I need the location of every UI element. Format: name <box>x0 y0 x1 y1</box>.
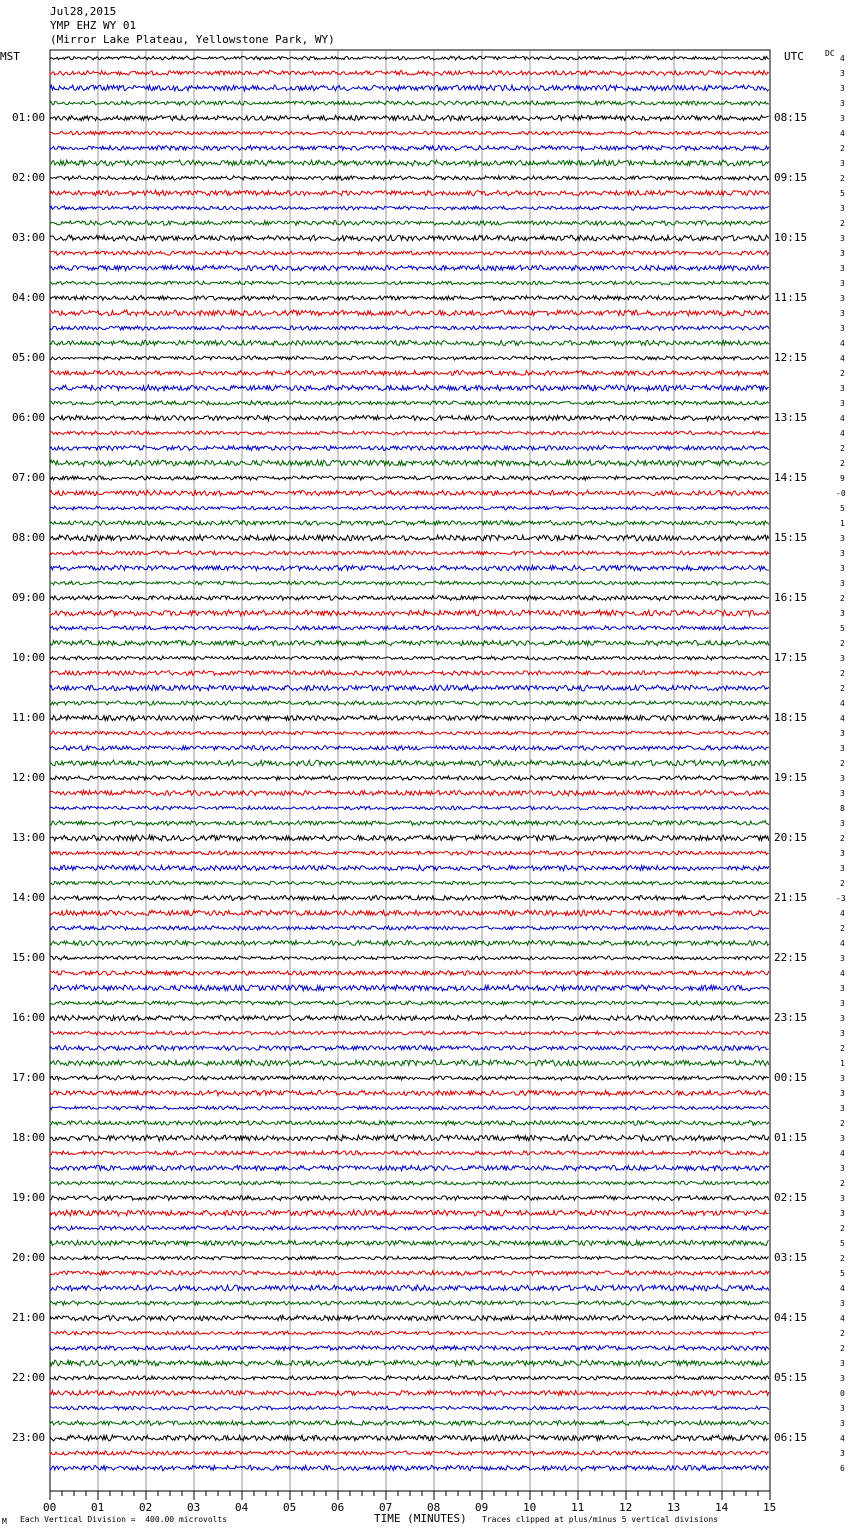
dc-offset-label: 4 <box>840 699 845 708</box>
trace-row <box>50 881 769 885</box>
trace-row <box>50 460 769 466</box>
dc-offset-label: 3 <box>840 729 845 738</box>
trace-row <box>50 371 769 376</box>
scale-note: Each Vertical Division = 400.00 microvolts <box>20 1515 228 1524</box>
dc-offset-label: 1 <box>840 1059 845 1068</box>
trace-row <box>50 1076 769 1080</box>
dc-offset-label: 3 <box>840 324 845 333</box>
dc-offset-label: 5 <box>840 624 845 633</box>
dc-offset-label: 3 <box>840 1074 845 1083</box>
right-hour-label: 23:15 <box>774 1011 808 1024</box>
trace-row <box>50 746 769 751</box>
trace-row <box>50 701 769 705</box>
dc-offset-label: 2 <box>840 759 845 768</box>
dc-offset-label: 0 <box>840 1389 845 1398</box>
dc-offset-label: 3 <box>840 609 845 618</box>
dc-offset-label: 4 <box>840 354 845 363</box>
left-hour-label: 21:00 <box>12 1311 46 1324</box>
dc-offset-label: 2 <box>840 369 845 378</box>
dc-offset-label: 2 <box>840 1254 845 1263</box>
dc-offset-label: 3 <box>840 1104 845 1113</box>
trace-row <box>50 1196 769 1201</box>
trace-row <box>50 521 769 526</box>
trace-row <box>50 1390 769 1395</box>
dc-offset-label: 2 <box>840 924 845 933</box>
corner-mark: M <box>2 1517 7 1526</box>
dc-offset-label: 3 <box>840 819 845 828</box>
trace-row <box>50 160 769 166</box>
dc-offset-label: 2 <box>840 1344 845 1353</box>
dc-offset-label: 3 <box>840 204 845 213</box>
x-tick-label: 15 <box>763 1501 777 1514</box>
dc-label: DC <box>825 49 835 58</box>
dc-offset-label: -0 <box>836 489 846 498</box>
dc-offset-label: 3 <box>840 1014 845 1023</box>
trace-row <box>50 1451 769 1455</box>
trace-row <box>50 506 769 510</box>
dc-offset-label: 2 <box>840 639 845 648</box>
trace-row <box>50 1165 769 1170</box>
dc-offset-label: 4 <box>840 429 845 438</box>
trace-row <box>50 985 769 991</box>
x-tick-label: 01 <box>91 1501 105 1514</box>
trace-row <box>50 176 769 180</box>
trace-row <box>50 776 769 780</box>
dc-offset-label: 3 <box>840 849 845 858</box>
dc-offset-label: 3 <box>840 1209 845 1218</box>
dc-offset-label: 2 <box>840 144 845 153</box>
trace-row <box>50 401 769 405</box>
trace-row <box>50 446 769 451</box>
right-hour-label: 09:15 <box>774 171 808 184</box>
trace-row <box>50 640 769 645</box>
trace-row <box>50 235 769 241</box>
dc-offset-label: 3 <box>840 1419 845 1428</box>
trace-row <box>50 956 769 960</box>
trace-row <box>50 1376 769 1380</box>
dc-offset-label: 4 <box>840 1314 845 1323</box>
trace-row <box>50 1421 769 1426</box>
trace-row <box>50 715 769 720</box>
dc-offset-label: 2 <box>840 669 845 678</box>
left-hour-label: 19:00 <box>12 1191 46 1204</box>
trace-row <box>50 265 769 270</box>
dc-offset-label: 3 <box>840 1449 845 1458</box>
dc-offset-label: 3 <box>840 1134 845 1143</box>
trace-row <box>50 1346 769 1351</box>
trace-row <box>50 760 769 766</box>
trace-row <box>50 685 769 691</box>
dc-offset-label: 3 <box>840 744 845 753</box>
trace-row <box>50 671 769 676</box>
dc-offset-label: 5 <box>840 189 845 198</box>
left-hour-label: 14:00 <box>12 891 46 904</box>
right-hour-label: 20:15 <box>774 831 808 844</box>
clip-note: Traces clipped at plus/minus 5 vertical divisions <box>482 1515 719 1524</box>
dc-offset-label: 2 <box>840 879 845 888</box>
chart-location: (Mirror Lake Plateau, Yellowstone Park, WY) <box>50 33 335 46</box>
dc-offset-label: 2 <box>840 1329 845 1338</box>
dc-offset-label: 1 <box>840 519 845 528</box>
right-hour-label: 00:15 <box>774 1071 808 1084</box>
left-hour-label: 07:00 <box>12 471 46 484</box>
left-hour-label: 23:00 <box>12 1431 46 1444</box>
trace-row <box>50 865 769 870</box>
left-hour-label: 06:00 <box>12 411 46 424</box>
dc-offset-label: 4 <box>840 714 845 723</box>
dc-offset-label: 3 <box>840 84 845 93</box>
trace-row <box>50 610 769 616</box>
trace-row <box>50 656 769 660</box>
dc-offset-label: 3 <box>840 234 845 243</box>
trace-row <box>50 1060 769 1066</box>
right-hour-label: 06:15 <box>774 1431 808 1444</box>
dc-offset-label: 5 <box>840 504 845 513</box>
trace-row <box>50 340 769 345</box>
dc-offset-label: 3 <box>840 264 845 273</box>
trace-row <box>50 1285 769 1291</box>
left-hour-label: 03:00 <box>12 231 46 244</box>
left-hour-label: 10:00 <box>12 651 46 664</box>
right-hour-label: 21:15 <box>774 891 808 904</box>
trace-row <box>50 476 769 480</box>
x-tick-label: 11 <box>571 1501 585 1514</box>
trace-row <box>50 535 769 541</box>
trace-row <box>50 581 769 585</box>
right-hour-label: 04:15 <box>774 1311 808 1324</box>
dc-offset-label: 2 <box>840 1044 845 1053</box>
dc-offset-label: 3 <box>840 954 845 963</box>
trace-row <box>50 1090 769 1095</box>
dc-offset-label: 3 <box>840 1029 845 1038</box>
trace-row <box>50 1181 769 1185</box>
dc-offset-label: 3 <box>840 549 845 558</box>
trace-row <box>50 1271 769 1276</box>
dc-offset-label: -3 <box>836 894 846 903</box>
left-hour-label: 08:00 <box>12 531 46 544</box>
trace-row <box>50 131 769 135</box>
dc-offset-label: 5 <box>840 1239 845 1248</box>
dc-offset-label: 3 <box>840 1404 845 1413</box>
trace-row <box>50 1210 769 1216</box>
dc-offset-label: 3 <box>840 309 845 318</box>
left-hour-label: 04:00 <box>12 291 46 304</box>
dc-offset-label: 4 <box>840 1284 845 1293</box>
trace-row <box>50 146 769 151</box>
x-tick-label: 10 <box>523 1501 537 1514</box>
trace-row <box>50 190 769 195</box>
trace-row <box>50 206 769 210</box>
dc-offset-label: 3 <box>840 1194 845 1203</box>
trace-row <box>50 1360 769 1366</box>
left-hour-label: 16:00 <box>12 1011 46 1024</box>
trace-row <box>50 1106 769 1110</box>
trace-row <box>50 971 769 976</box>
left-hour-label: 20:00 <box>12 1251 46 1264</box>
trace-row <box>50 490 769 495</box>
trace-row <box>50 281 769 285</box>
trace-row <box>50 1240 769 1245</box>
trace-row <box>50 56 769 60</box>
dc-offset-label: 2 <box>840 1119 845 1128</box>
dc-offset-label: 3 <box>840 159 845 168</box>
right-hour-label: 22:15 <box>774 951 808 964</box>
trace-row <box>50 1301 769 1305</box>
trace-row <box>50 415 769 420</box>
dc-offset-label: 3 <box>840 279 845 288</box>
dc-offset-label: 3 <box>840 984 845 993</box>
x-tick-label: 00 <box>43 1501 57 1514</box>
right-axis-label: UTC <box>784 50 804 63</box>
dc-offset-label: 3 <box>840 1299 845 1308</box>
trace-row <box>50 1031 769 1035</box>
trace-row <box>50 835 769 841</box>
dc-offset-label: 4 <box>840 1434 845 1443</box>
chart-date: Jul28,2015 <box>50 5 117 18</box>
dc-offset-label: 3 <box>840 1374 845 1383</box>
trace-row <box>50 731 769 735</box>
trace-row <box>50 85 769 91</box>
left-hour-label: 17:00 <box>12 1071 46 1084</box>
trace-row <box>50 940 769 945</box>
trace-row <box>50 221 769 226</box>
trace-row <box>50 1001 769 1005</box>
left-hour-label: 11:00 <box>12 711 46 724</box>
trace-row <box>50 626 769 630</box>
dc-offset-label: 4 <box>840 129 845 138</box>
trace-row <box>50 1256 769 1260</box>
trace-row <box>50 910 769 916</box>
trace-row <box>50 896 769 901</box>
left-hour-label: 09:00 <box>12 591 46 604</box>
trace-row <box>50 551 769 555</box>
dc-offset-label: 3 <box>840 1089 845 1098</box>
dc-offset-label: 2 <box>840 594 845 603</box>
x-tick-label: 08 <box>427 1501 441 1514</box>
x-tick-label: 05 <box>283 1501 297 1514</box>
right-hour-label: 01:15 <box>774 1131 808 1144</box>
trace-row <box>50 71 769 76</box>
trace-row <box>50 596 769 601</box>
dc-offset-label: 4 <box>840 339 845 348</box>
left-hour-label: 02:00 <box>12 171 46 184</box>
dc-offset-label: 6 <box>840 1464 845 1473</box>
x-tick-label: 09 <box>475 1501 489 1514</box>
x-tick-label: 12 <box>619 1501 633 1514</box>
dc-offset-label: 3 <box>840 864 845 873</box>
left-hour-label: 05:00 <box>12 351 46 364</box>
left-hour-label: 13:00 <box>12 831 46 844</box>
left-hour-label: 12:00 <box>12 771 46 784</box>
dc-offset-label: 3 <box>840 564 845 573</box>
trace-row <box>50 1121 769 1126</box>
dc-offset-label: 4 <box>840 969 845 978</box>
right-hour-label: 17:15 <box>774 651 808 664</box>
trace-row <box>50 310 769 316</box>
right-hour-label: 05:15 <box>774 1371 808 1384</box>
trace-row <box>50 251 769 255</box>
trace-row <box>50 1465 769 1470</box>
trace-row <box>50 1046 769 1051</box>
right-hour-label: 14:15 <box>774 471 808 484</box>
x-axis-title: TIME (MINUTES) <box>374 1512 467 1525</box>
dc-offset-label: 2 <box>840 684 845 693</box>
x-tick-label: 06 <box>331 1501 345 1514</box>
dc-offset-label: 2 <box>840 1224 845 1233</box>
dc-offset-label: 3 <box>840 1164 845 1173</box>
trace-row <box>50 385 769 391</box>
trace-row <box>50 1331 769 1335</box>
trace-row <box>50 821 769 826</box>
plot-frame <box>50 50 770 1491</box>
dc-offset-label: 8 <box>840 804 845 813</box>
chart-station: YMP EHZ WY 01 <box>50 19 137 32</box>
right-hour-label: 12:15 <box>774 351 808 364</box>
dc-offset-label: 4 <box>840 54 845 63</box>
trace-row <box>50 790 769 795</box>
trace-row <box>50 565 769 570</box>
dc-offset-label: 3 <box>840 789 845 798</box>
dc-offset-label: 2 <box>840 459 845 468</box>
trace-row <box>50 1226 769 1230</box>
right-hour-label: 08:15 <box>774 111 808 124</box>
dc-offset-label: 3 <box>840 399 845 408</box>
x-tick-label: 03 <box>187 1501 201 1514</box>
dc-offset-label: 4 <box>840 1149 845 1158</box>
right-hour-label: 13:15 <box>774 411 808 424</box>
dc-offset-label: 3 <box>840 384 845 393</box>
left-hour-label: 01:00 <box>12 111 46 124</box>
dc-offset-label: 4 <box>840 414 845 423</box>
right-hour-label: 10:15 <box>774 231 808 244</box>
dc-offset-label: 3 <box>840 294 845 303</box>
dc-offset-label: 3 <box>840 1359 845 1368</box>
left-axis-label: MST <box>0 50 20 63</box>
x-tick-label: 14 <box>715 1501 729 1514</box>
right-hour-label: 16:15 <box>774 591 808 604</box>
dc-offset-label: 2 <box>840 219 845 228</box>
dc-offset-label: 5 <box>840 1269 845 1278</box>
trace-row <box>50 1435 769 1441</box>
dc-offset-label: 3 <box>840 69 845 78</box>
trace-row <box>50 356 769 360</box>
trace-row <box>50 1135 769 1141</box>
trace-row <box>50 101 769 105</box>
x-tick-label: 07 <box>379 1501 393 1514</box>
dc-offset-label: 3 <box>840 654 845 663</box>
right-hour-label: 03:15 <box>774 1251 808 1264</box>
dc-offset-label: 2 <box>840 834 845 843</box>
dc-offset-label: 2 <box>840 444 845 453</box>
dc-offset-label: 2 <box>840 1179 845 1188</box>
trace-row <box>50 806 769 810</box>
dc-offset-label: 2 <box>840 174 845 183</box>
trace-row <box>50 296 769 301</box>
trace-row <box>50 326 769 330</box>
dc-offset-label: 3 <box>840 114 845 123</box>
right-hour-label: 18:15 <box>774 711 808 724</box>
dc-offset-label: 3 <box>840 579 845 588</box>
dc-offset-label: 3 <box>840 99 845 108</box>
left-hour-label: 15:00 <box>12 951 46 964</box>
trace-row <box>50 431 769 435</box>
trace-row <box>50 1406 769 1410</box>
dc-offset-label: 3 <box>840 249 845 258</box>
trace-row <box>50 1315 769 1320</box>
left-hour-label: 18:00 <box>12 1131 46 1144</box>
dc-offset-label: 3 <box>840 774 845 783</box>
trace-row <box>50 926 769 930</box>
trace-row <box>50 1151 769 1155</box>
trace-row <box>50 851 769 855</box>
x-tick-label: 02 <box>139 1501 153 1514</box>
trace-row <box>50 1015 769 1020</box>
trace-row <box>50 115 769 120</box>
dc-offset-label: 3 <box>840 534 845 543</box>
x-tick-label: 04 <box>235 1501 249 1514</box>
right-hour-label: 15:15 <box>774 531 808 544</box>
x-tick-label: 13 <box>667 1501 681 1514</box>
dc-offset-label: 4 <box>840 909 845 918</box>
right-hour-label: 11:15 <box>774 291 808 304</box>
right-hour-label: 02:15 <box>774 1191 808 1204</box>
dc-offset-label: 3 <box>840 999 845 1008</box>
right-hour-label: 19:15 <box>774 771 808 784</box>
dc-offset-label: 4 <box>840 939 845 948</box>
left-hour-label: 22:00 <box>12 1371 46 1384</box>
dc-offset-label: 9 <box>840 474 845 483</box>
